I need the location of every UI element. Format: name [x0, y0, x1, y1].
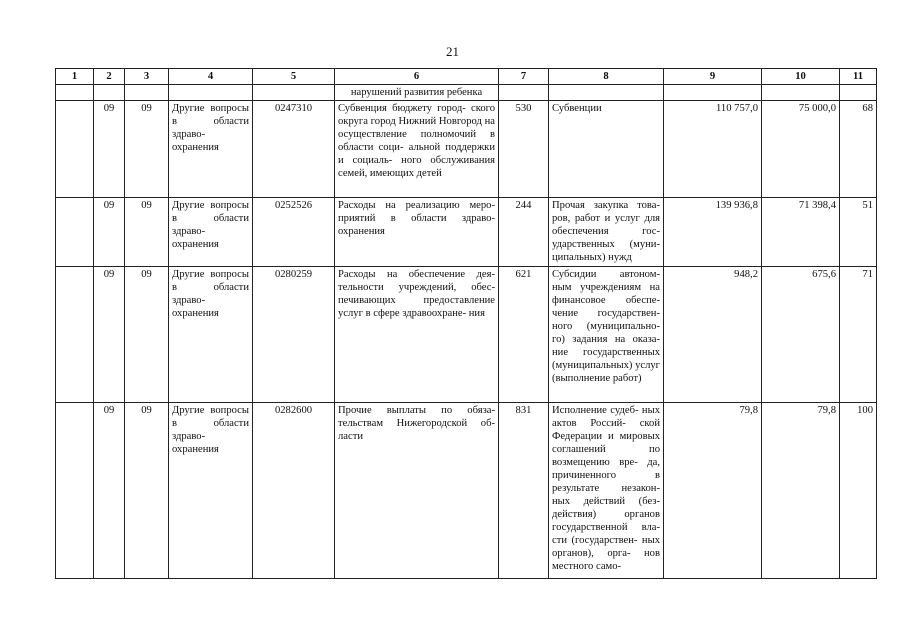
column-header-8: 8 [549, 69, 664, 85]
table-cell [253, 85, 335, 101]
table-row [56, 403, 877, 579]
subsection-code: 09 [125, 101, 169, 198]
table-cell [169, 85, 253, 101]
column-header-2: 2 [94, 69, 125, 85]
expense-type-code: 831 [499, 403, 549, 579]
table-cell [125, 85, 169, 101]
target-article-code: 0252526 [253, 198, 335, 267]
column-header-4: 4 [169, 69, 253, 85]
table-cell [56, 267, 94, 403]
execution-percent: 68 [840, 101, 877, 198]
planned-amount: 110 757,0 [664, 101, 762, 198]
section-name: Другие вопросы в области здраво- охранения [169, 403, 253, 579]
subsection-code: 09 [125, 403, 169, 579]
section-code: 09 [94, 101, 125, 198]
continuation-text: нарушений развития ребенка [335, 85, 499, 101]
execution-percent: 100 [840, 403, 877, 579]
subsection-code: 09 [125, 198, 169, 267]
expense-type-name: Прочая закупка това- ров, работ и услуг для обеспечения гос- ударственных (муни- ципальных) нужд [549, 198, 664, 267]
expense-type-name: Исполнение судеб- ных актов Россий- ской Федерации и мировых соглашений по возмещению вре- да, причиненного в результате незакон- ных действий (без- действия) органов государственной вла- сти (государствен- ных органов), орга- нов местного само- [549, 403, 664, 579]
planned-amount: 79,8 [664, 403, 762, 579]
expense-type-code: 244 [499, 198, 549, 267]
target-article-code: 0247310 [253, 101, 335, 198]
actual-amount: 79,8 [762, 403, 840, 579]
target-article-code: 0282600 [253, 403, 335, 579]
expense-type-name: Субсидии автоном- ным учреждениям на финансовое обеспе- чение государствен- ного (муниципально- го) задания на оказа- ние государственных (муниципальных) услуг (выполнение работ) [549, 267, 664, 403]
column-header-3: 3 [125, 69, 169, 85]
expense-description: Расходы на обеспечение дея- тельности учреждений, обес- печивающих предоставление услуг в сфере здравоохране- ния [335, 267, 499, 403]
column-header-10: 10 [762, 69, 840, 85]
planned-amount: 948,2 [664, 267, 762, 403]
expense-description: Расходы на реализацию меро- приятий в области здраво- охранения [335, 198, 499, 267]
table-cell [549, 85, 664, 101]
table-row [56, 198, 877, 267]
expense-type-code: 621 [499, 267, 549, 403]
header-row [56, 69, 877, 85]
expense-type-name: Субвенции [549, 101, 664, 198]
table-cell [94, 85, 125, 101]
planned-amount: 139 936,8 [664, 198, 762, 267]
section-name: Другие вопросы в области здраво- охранения [169, 267, 253, 403]
section-name: Другие вопросы в области здраво- охранения [169, 101, 253, 198]
column-header-7: 7 [499, 69, 549, 85]
table-row [56, 101, 877, 198]
section-code: 09 [94, 198, 125, 267]
actual-amount: 71 398,4 [762, 198, 840, 267]
expense-description: Прочие выплаты по обяза- тельствам Нижегородской об- ласти [335, 403, 499, 579]
continuation-row [56, 85, 877, 101]
section-code: 09 [94, 267, 125, 403]
actual-amount: 675,6 [762, 267, 840, 403]
execution-percent: 51 [840, 198, 877, 267]
section-name: Другие вопросы в области здраво- охранения [169, 198, 253, 267]
target-article-code: 0280259 [253, 267, 335, 403]
table-cell [499, 85, 549, 101]
table-cell [56, 101, 94, 198]
table-cell [56, 198, 94, 267]
table-cell [762, 85, 840, 101]
column-header-5: 5 [253, 69, 335, 85]
actual-amount: 75 000,0 [762, 101, 840, 198]
table-cell [664, 85, 762, 101]
subsection-code: 09 [125, 267, 169, 403]
column-header-11: 11 [840, 69, 877, 85]
table-cell [56, 403, 94, 579]
table-row [56, 267, 877, 403]
section-code: 09 [94, 403, 125, 579]
column-header-1: 1 [56, 69, 94, 85]
expense-description: Субвенция бюджету город- ского округа город Нижний Новгород на осуществление полномочий в области соци- альной поддержки и социаль- ного обслуживания семей, имеющих детей [335, 101, 499, 198]
page-number: 21 [446, 44, 459, 59]
budget-table [55, 68, 877, 579]
table-cell [56, 85, 94, 101]
execution-percent: 71 [840, 267, 877, 403]
column-header-9: 9 [664, 69, 762, 85]
column-header-6: 6 [335, 69, 499, 85]
expense-type-code: 530 [499, 101, 549, 198]
table-cell [840, 85, 877, 101]
